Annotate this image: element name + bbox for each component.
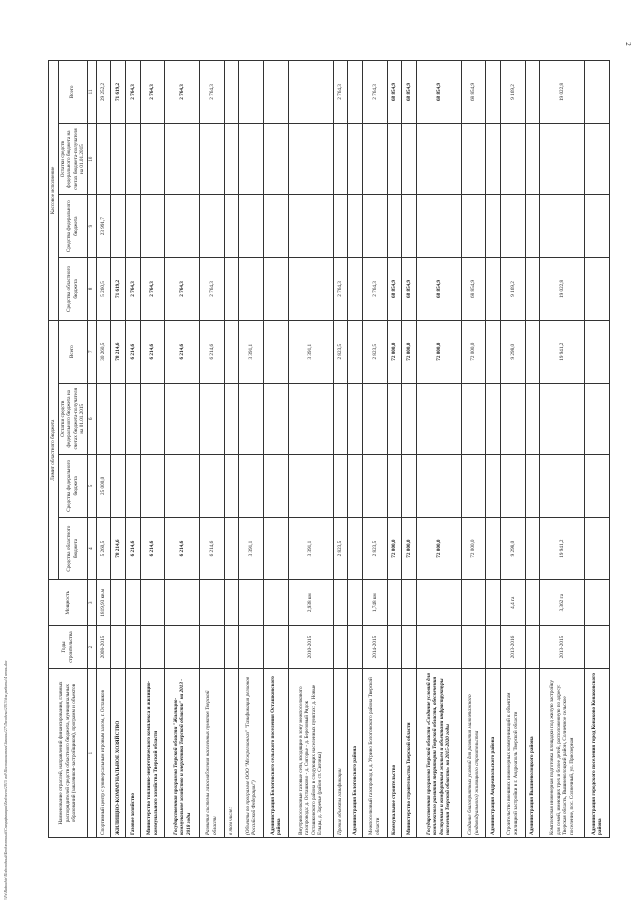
col-number: 2 xyxy=(87,625,96,668)
row-cash-remains-cell xyxy=(486,123,501,194)
header-years: Годы строительства xyxy=(49,625,88,668)
row-years-cell xyxy=(111,625,126,668)
row-cash-total-cell xyxy=(348,61,363,124)
row-limit-total-cell: 6 214,6 xyxy=(200,320,225,383)
row-cash-remains-cell xyxy=(239,123,264,194)
header-cash-group: Кассовое исполнение xyxy=(49,61,59,321)
row-limit-regional-cell: 19 941,2 xyxy=(540,517,585,580)
row-limit-total-cell: 2 823,5 xyxy=(362,320,387,383)
table-row xyxy=(264,61,289,838)
row-limit-remains-cell xyxy=(140,383,165,454)
row-cash-regional-cell xyxy=(288,258,333,321)
row-limit-federal-cell xyxy=(239,454,264,517)
row-limit-total-cell: 2 823,5 xyxy=(333,320,348,383)
table-row xyxy=(239,61,264,838)
col-number: 4 xyxy=(87,517,96,580)
row-limit-total-cell: 72 000,0 xyxy=(402,320,417,383)
row-limit-remains-cell xyxy=(111,383,126,454)
row-limit-federal-cell xyxy=(387,454,402,517)
row-capacity-cell xyxy=(224,580,239,625)
row-capacity-cell xyxy=(387,580,402,625)
row-capacity-cell: 4,4 га xyxy=(501,580,526,625)
row-limit-regional-cell: 2 823,5 xyxy=(362,517,387,580)
row-cash-federal-cell xyxy=(461,195,486,258)
row-limit-total-cell xyxy=(585,320,610,383)
row-years-cell: 2013-2015 xyxy=(540,625,585,668)
row-cash-regional-cell: 68 854,9 xyxy=(416,258,461,321)
row-cash-total-cell xyxy=(239,61,264,124)
row-limit-regional-cell xyxy=(348,517,363,580)
row-limit-regional-cell: 72 000,0 xyxy=(416,517,461,580)
row-cash-remains-cell xyxy=(461,123,486,194)
table-row xyxy=(288,61,333,838)
row-cash-federal-cell xyxy=(501,195,526,258)
row-name-cell: Внутрипоселковые газовые сети, входящие в зону межпоселкового газопровода: д. Осташково - д. Сигорье - д. Березовый Рядок Осташковского района в следующих населенных пунктах: д. Новые Ельцы, д. Заречье (район ст. Сиговка) xyxy=(288,669,333,838)
row-capacity-cell: 3,362 га xyxy=(540,580,585,625)
row-limit-remains-cell xyxy=(402,383,417,454)
row-limit-federal-cell xyxy=(333,454,348,517)
row-limit-total-cell: 9 298,0 xyxy=(501,320,526,383)
row-limit-regional-cell: 6 214,6 xyxy=(200,517,225,580)
row-cash-regional-cell: 9 169,2 xyxy=(501,258,526,321)
row-capacity-cell xyxy=(348,580,363,625)
row-name-cell: Спортивный центр с универсальным игровым залом, г. Осташков xyxy=(96,669,111,838)
row-cash-total-cell: 2 764,3 xyxy=(362,61,387,124)
table-row xyxy=(402,61,417,838)
row-limit-remains-cell xyxy=(362,383,387,454)
row-cash-remains-cell xyxy=(416,123,461,194)
header-name: Наименование отраслей, направлений финансирования, главных распорядителей средств областного бюджета, муниципальных образований (заказчиков-застройщиков), программ и объектов xyxy=(49,669,88,838)
row-name-cell: Развитие системы газоснабжения населенных пунктов Тверской области xyxy=(200,669,225,838)
row-limit-total-cell xyxy=(525,320,540,383)
col-number: 9 xyxy=(87,195,96,258)
row-limit-total-cell xyxy=(224,320,239,383)
row-cash-federal-cell xyxy=(165,195,200,258)
header-capacity: Мощность xyxy=(49,580,88,625)
row-capacity-cell xyxy=(525,580,540,625)
row-cash-remains-cell xyxy=(96,123,111,194)
row-capacity-cell: 1,748 км xyxy=(362,580,387,625)
row-years-cell xyxy=(348,625,363,668)
row-years-cell xyxy=(486,625,501,668)
row-limit-federal-cell xyxy=(140,454,165,517)
row-name-cell: Министерство топливно-энергетического комплекса и жилищно-коммунального хозяйства Тверской области xyxy=(140,669,165,838)
row-limit-regional-cell: 6 214,6 xyxy=(140,517,165,580)
row-capacity-cell: 2,938 км xyxy=(288,580,333,625)
row-name-cell: Администрация Вышневолоцкого района xyxy=(525,669,540,838)
row-cash-regional-cell: 2 764,3 xyxy=(165,258,200,321)
row-capacity-cell xyxy=(461,580,486,625)
row-cash-federal-cell xyxy=(525,195,540,258)
row-cash-regional-cell xyxy=(525,258,540,321)
row-name-cell: Министерство строительства Тверской области xyxy=(402,669,417,838)
row-capacity-cell xyxy=(165,580,200,625)
row-limit-regional-cell: 78 214,6 xyxy=(111,517,126,580)
table-row xyxy=(362,61,387,838)
row-capacity-cell xyxy=(416,580,461,625)
row-limit-federal-cell xyxy=(486,454,501,517)
row-cash-remains-cell xyxy=(288,123,333,194)
row-limit-total-cell: 6 214,6 xyxy=(126,320,141,383)
row-name-cell: Создание благоприятных условий для развития малоэтажного (индивидуального) жилищного строительства xyxy=(461,669,486,838)
page-number: 2 xyxy=(623,42,632,46)
row-limit-federal-cell xyxy=(501,454,526,517)
row-limit-remains-cell xyxy=(416,383,461,454)
row-name-cell: Строительство внешних инженерных коммуникаций к объектам жилищной застройки в г. Андреаполь Тверской области xyxy=(501,669,526,838)
row-cash-regional-cell xyxy=(224,258,239,321)
row-cash-regional-cell: 68 854,9 xyxy=(461,258,486,321)
header-limit-remains: Остатки средств федерального бюджета на счетах бюджета-получателя на 01.01.2015 xyxy=(58,383,87,454)
row-cash-remains-cell xyxy=(525,123,540,194)
row-cash-regional-cell: 2 764,3 xyxy=(362,258,387,321)
row-limit-remains-cell xyxy=(264,383,289,454)
row-years-cell xyxy=(200,625,225,668)
row-cash-total-cell: 71 619,2 xyxy=(111,61,126,124)
col-number: 3 xyxy=(87,580,96,625)
row-cash-remains-cell xyxy=(140,123,165,194)
row-years-cell: 2014-2015 xyxy=(362,625,387,668)
row-years-cell xyxy=(165,625,200,668)
row-name-cell: Государственная программа Тверской области «Создание условий для комплексного развития территории Тверской области, обеспечения доступным и комфортным жильем и объектами инфраструктуры населения Тверской области» на 2015-2020 годы xyxy=(416,669,461,838)
col-number: 11 xyxy=(87,61,96,124)
row-years-cell xyxy=(239,625,264,668)
row-limit-regional-cell: 6 214,6 xyxy=(126,517,141,580)
row-limit-remains-cell xyxy=(348,383,363,454)
rotated-table-container xyxy=(48,60,610,838)
row-cash-regional-cell: 71 619,2 xyxy=(111,258,126,321)
row-limit-remains-cell xyxy=(288,383,333,454)
row-years-cell: 2008-2015 xyxy=(96,625,111,668)
row-limit-federal-cell xyxy=(264,454,289,517)
col-number: 1 xyxy=(87,669,96,838)
row-name-cell: Администрация Андреапольского района xyxy=(486,669,501,838)
row-limit-federal-cell xyxy=(348,454,363,517)
row-limit-federal-cell xyxy=(585,454,610,517)
row-capacity-cell xyxy=(402,580,417,625)
row-limit-remains-cell xyxy=(126,383,141,454)
row-cash-remains-cell xyxy=(402,123,417,194)
header-limit-total: Всего xyxy=(58,320,87,383)
row-limit-total-cell: 78 214,6 xyxy=(111,320,126,383)
row-cash-regional-cell: 5 260,5 xyxy=(96,258,111,321)
row-years-cell xyxy=(264,625,289,668)
table-row xyxy=(96,61,111,838)
row-cash-federal-cell xyxy=(540,195,585,258)
row-cash-federal-cell xyxy=(333,195,348,258)
row-limit-remains-cell xyxy=(585,383,610,454)
header-limit-federal: Средства федерального бюджета xyxy=(58,454,87,517)
row-limit-regional-cell: 72 000,0 xyxy=(461,517,486,580)
row-limit-federal-cell xyxy=(540,454,585,517)
row-limit-federal-cell xyxy=(165,454,200,517)
row-cash-total-cell: 19 022,8 xyxy=(540,61,585,124)
row-cash-remains-cell xyxy=(387,123,402,194)
row-limit-total-cell: 3 391,1 xyxy=(288,320,333,383)
row-limit-total-cell: 72 000,0 xyxy=(461,320,486,383)
row-years-cell: 2010-2015 xyxy=(288,625,333,668)
row-limit-total-cell: 6 214,6 xyxy=(140,320,165,383)
row-capacity-cell xyxy=(264,580,289,625)
header-cash-remains: Остатки средств федерального бюджета на счетах бюджета-получателя на 01.01.2015 xyxy=(58,123,87,194)
row-capacity-cell xyxy=(585,580,610,625)
row-limit-federal-cell xyxy=(402,454,417,517)
row-cash-federal-cell xyxy=(288,195,333,258)
row-cash-federal-cell xyxy=(416,195,461,258)
row-name-cell: Государственная программа Тверской области "Жилищно-коммунальное хозяйство и энергетика Тверской области" на 2013 - 2018 годы xyxy=(165,669,200,838)
row-cash-remains-cell xyxy=(362,123,387,194)
row-capacity-cell xyxy=(486,580,501,625)
row-limit-regional-cell xyxy=(264,517,289,580)
row-cash-federal-cell xyxy=(264,195,289,258)
row-cash-total-cell xyxy=(585,61,610,124)
row-years-cell xyxy=(140,625,165,668)
row-cash-federal-cell xyxy=(402,195,417,258)
row-limit-remains-cell xyxy=(525,383,540,454)
row-limit-total-cell: 6 214,6 xyxy=(165,320,200,383)
row-cash-total-cell: 2 764,3 xyxy=(126,61,141,124)
row-name-cell: (Объекты по программе ООО "Межрегионгаз" "Газификация регионов Российской Федерации") xyxy=(239,669,264,838)
row-cash-total-cell xyxy=(486,61,501,124)
row-name-cell: Администрация Бологовского сельского поселения Осташковского района xyxy=(264,669,289,838)
table-row xyxy=(333,61,348,838)
row-limit-total-cell xyxy=(348,320,363,383)
row-cash-regional-cell xyxy=(264,258,289,321)
row-years-cell xyxy=(333,625,348,668)
row-name-cell: Газовое хозяйство xyxy=(126,669,141,838)
row-cash-total-cell: 2 764,3 xyxy=(140,61,165,124)
row-cash-remains-cell xyxy=(224,123,239,194)
row-cash-total-cell: 68 854,9 xyxy=(402,61,417,124)
row-cash-regional-cell: 2 764,3 xyxy=(333,258,348,321)
table-row xyxy=(585,61,610,838)
row-years-cell xyxy=(585,625,610,668)
row-cash-total-cell xyxy=(525,61,540,124)
row-years-cell xyxy=(416,625,461,668)
row-limit-total-cell: 72 000,0 xyxy=(416,320,461,383)
row-years-cell xyxy=(387,625,402,668)
row-cash-regional-cell: 19 022,8 xyxy=(540,258,585,321)
col-number: 5 xyxy=(87,454,96,517)
row-limit-regional-cell xyxy=(224,517,239,580)
table-row xyxy=(126,61,141,838)
table-row xyxy=(140,61,165,838)
row-cash-federal-cell xyxy=(140,195,165,258)
table-body xyxy=(96,61,609,838)
row-name-cell: Администрация городского поселения город Конаково Конаковского района xyxy=(585,669,610,838)
row-limit-total-cell: 3 391,1 xyxy=(239,320,264,383)
col-number: 8 xyxy=(87,258,96,321)
row-cash-total-cell xyxy=(264,61,289,124)
row-years-cell xyxy=(224,625,239,668)
col-number: 7 xyxy=(87,320,96,383)
table-row xyxy=(200,61,225,838)
col-number: 6 xyxy=(87,383,96,454)
row-capacity-cell xyxy=(111,580,126,625)
row-limit-regional-cell: 72 000,0 xyxy=(402,517,417,580)
row-limit-federal-cell: 25 000,0 xyxy=(96,454,111,517)
row-limit-remains-cell xyxy=(200,383,225,454)
row-cash-total-cell: 9 169,2 xyxy=(501,61,526,124)
header-limit-group: Лимит областного бюджета xyxy=(49,320,59,580)
row-cash-regional-cell xyxy=(585,258,610,321)
row-limit-federal-cell xyxy=(126,454,141,517)
table-row xyxy=(111,61,126,838)
row-limit-total-cell: 30 260,5 xyxy=(96,320,111,383)
row-cash-remains-cell xyxy=(348,123,363,194)
row-cash-total-cell: 2 764,3 xyxy=(333,61,348,124)
row-limit-total-cell xyxy=(264,320,289,383)
row-limit-regional-cell: 72 000,0 xyxy=(387,517,402,580)
row-cash-remains-cell xyxy=(126,123,141,194)
table-row xyxy=(165,61,200,838)
header-cash-regional: Средства областного бюджета xyxy=(58,258,87,321)
row-capacity-cell xyxy=(239,580,264,625)
row-cash-federal-cell xyxy=(200,195,225,258)
row-years-cell xyxy=(461,625,486,668)
row-limit-federal-cell xyxy=(200,454,225,517)
footer-file-path: \\Fs\Rabochie\Подоходный\Бюджетный\Спецификации\Бюджет\2015 год\Постановления\Законы\27\Лесодеко\2015\для работы\4 июнь.doc xyxy=(3,660,8,900)
row-limit-remains-cell xyxy=(224,383,239,454)
row-cash-total-cell: 29 252,2 xyxy=(96,61,111,124)
row-cash-federal-cell xyxy=(387,195,402,258)
row-name-cell: Администрация Бологовского района xyxy=(348,669,363,838)
row-limit-federal-cell xyxy=(416,454,461,517)
row-limit-regional-cell xyxy=(585,517,610,580)
row-limit-total-cell: 72 000,0 xyxy=(387,320,402,383)
row-limit-total-cell: 19 941,2 xyxy=(540,320,585,383)
row-cash-federal-cell xyxy=(362,195,387,258)
row-cash-regional-cell: 2 764,3 xyxy=(126,258,141,321)
row-name-cell: Прочие объекты газификации xyxy=(333,669,348,838)
row-cash-remains-cell xyxy=(501,123,526,194)
row-cash-regional-cell xyxy=(348,258,363,321)
header-cash-federal: Средства федерального бюджета xyxy=(58,195,87,258)
row-cash-regional-cell: 2 764,3 xyxy=(140,258,165,321)
row-capacity-cell xyxy=(333,580,348,625)
row-cash-remains-cell xyxy=(264,123,289,194)
row-years-cell xyxy=(525,625,540,668)
row-cash-total-cell xyxy=(224,61,239,124)
table-row xyxy=(224,61,239,838)
table-row xyxy=(486,61,501,838)
row-limit-regional-cell: 2 823,5 xyxy=(333,517,348,580)
row-cash-total-cell: 68 854,9 xyxy=(416,61,461,124)
row-cash-regional-cell xyxy=(239,258,264,321)
row-limit-remains-cell xyxy=(540,383,585,454)
header-limit-regional: Средства областного бюджета xyxy=(58,517,87,580)
row-limit-remains-cell xyxy=(96,383,111,454)
row-limit-federal-cell xyxy=(288,454,333,517)
row-cash-total-cell: 2 764,3 xyxy=(200,61,225,124)
row-limit-remains-cell xyxy=(501,383,526,454)
row-limit-total-cell xyxy=(486,320,501,383)
table-row xyxy=(461,61,486,838)
row-limit-federal-cell xyxy=(224,454,239,517)
row-limit-remains-cell xyxy=(387,383,402,454)
row-capacity-cell: 1819,93 кв.м xyxy=(96,580,111,625)
row-limit-regional-cell: 9 298,0 xyxy=(501,517,526,580)
row-limit-regional-cell: 6 214,6 xyxy=(165,517,200,580)
row-cash-total-cell: 68 854,9 xyxy=(461,61,486,124)
row-cash-federal-cell xyxy=(585,195,610,258)
row-limit-regional-cell: 5 260,5 xyxy=(96,517,111,580)
row-limit-regional-cell xyxy=(486,517,501,580)
row-cash-regional-cell: 68 854,9 xyxy=(402,258,417,321)
header-number-row xyxy=(87,61,96,838)
row-name-cell: в том числе: xyxy=(224,669,239,838)
row-capacity-cell xyxy=(126,580,141,625)
row-limit-federal-cell xyxy=(525,454,540,517)
row-limit-regional-cell: 3 391,1 xyxy=(288,517,333,580)
row-capacity-cell xyxy=(140,580,165,625)
row-cash-remains-cell xyxy=(333,123,348,194)
row-limit-remains-cell xyxy=(333,383,348,454)
row-cash-total-cell: 68 854,9 xyxy=(387,61,402,124)
row-cash-remains-cell xyxy=(200,123,225,194)
budget-table xyxy=(48,60,610,838)
row-cash-federal-cell xyxy=(111,195,126,258)
row-cash-remains-cell xyxy=(165,123,200,194)
row-cash-total-cell xyxy=(288,61,333,124)
row-limit-federal-cell xyxy=(111,454,126,517)
row-cash-federal-cell xyxy=(486,195,501,258)
row-limit-remains-cell xyxy=(461,383,486,454)
row-cash-regional-cell xyxy=(486,258,501,321)
row-capacity-cell xyxy=(200,580,225,625)
row-name-cell: Комплексная инженерная подготовка площадки под жилую застройку для семей, имеющих трех и более детей, расположенную по адресу: Тверская область, Вышневолоцкий район, Солнечное сельское поселение, пос. Солнечный, ул. Приозерная xyxy=(540,669,585,838)
row-years-cell xyxy=(402,625,417,668)
table-row xyxy=(525,61,540,838)
row-years-cell: 2013-2016 xyxy=(501,625,526,668)
header-row-1 xyxy=(49,61,59,838)
row-limit-federal-cell xyxy=(362,454,387,517)
table-row xyxy=(348,61,363,838)
col-number: 10 xyxy=(87,123,96,194)
table-row xyxy=(387,61,402,838)
row-limit-remains-cell xyxy=(486,383,501,454)
row-limit-remains-cell xyxy=(165,383,200,454)
row-name-cell: ЖИЛИЩНО-КОММУНАЛЬНОЕ ХОЗЯЙСТВО xyxy=(111,669,126,838)
row-cash-remains-cell xyxy=(540,123,585,194)
row-cash-total-cell: 2 764,3 xyxy=(165,61,200,124)
table-row xyxy=(416,61,461,838)
row-name-cell: Коммунальное строительство xyxy=(387,669,402,838)
header-cash-total: Всего xyxy=(58,61,87,124)
row-years-cell xyxy=(126,625,141,668)
row-cash-remains-cell xyxy=(111,123,126,194)
row-cash-federal-cell xyxy=(348,195,363,258)
row-limit-regional-cell xyxy=(525,517,540,580)
row-limit-remains-cell xyxy=(239,383,264,454)
row-name-cell: Межпоселковый газопровод к д. Угрино Бологовского района Тверской области xyxy=(362,669,387,838)
table-row xyxy=(540,61,585,838)
row-cash-federal-cell: 23 991,7 xyxy=(96,195,111,258)
row-cash-federal-cell xyxy=(224,195,239,258)
table-row xyxy=(501,61,526,838)
row-cash-regional-cell: 68 854,9 xyxy=(387,258,402,321)
row-limit-federal-cell xyxy=(461,454,486,517)
row-cash-regional-cell: 2 764,3 xyxy=(200,258,225,321)
row-cash-federal-cell xyxy=(239,195,264,258)
row-cash-federal-cell xyxy=(126,195,141,258)
row-limit-regional-cell: 3 391,1 xyxy=(239,517,264,580)
row-cash-remains-cell xyxy=(585,123,610,194)
